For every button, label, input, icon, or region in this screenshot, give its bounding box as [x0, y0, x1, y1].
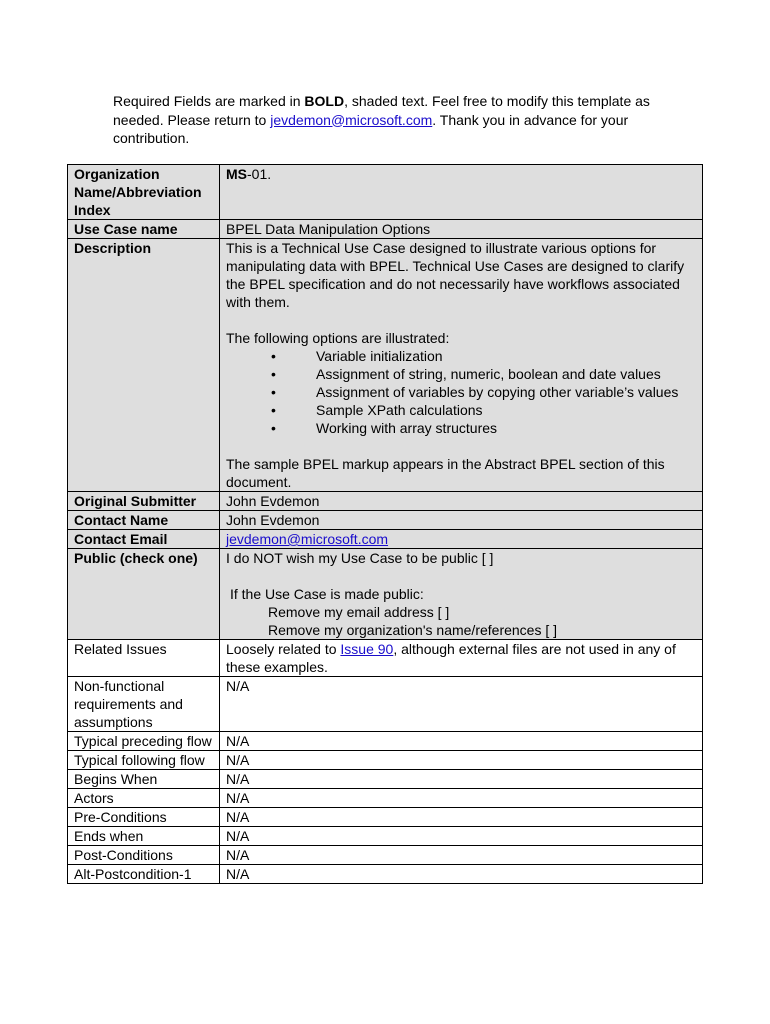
- row-public: [68, 549, 703, 640]
- following-flow-value: N/A: [220, 751, 703, 770]
- bullet-glyph: •: [271, 402, 276, 418]
- organization-label: Organization Name/Abbreviation Index: [68, 165, 220, 220]
- ends-when-value: N/A: [220, 827, 703, 846]
- description-label: Description: [68, 239, 220, 492]
- actors-label: Actors: [68, 789, 220, 808]
- row-begins-when: [68, 770, 703, 789]
- bullet-text: Sample XPath calculations: [316, 402, 483, 418]
- public-line-4: Remove my organization's name/references [ ]: [268, 622, 558, 638]
- intro-text-3: . Thank you in advance for your contribution.: [113, 111, 629, 146]
- bullet-glyph: •: [271, 384, 276, 400]
- row-description: [68, 239, 703, 492]
- description-value: [220, 239, 703, 492]
- ends-when-label: Ends when: [68, 827, 220, 846]
- begins-when-value: N/A: [220, 770, 703, 789]
- row-contact-name: [68, 511, 703, 530]
- bullet-text: Variable initialization: [316, 348, 443, 364]
- organization-value-bold: MS: [226, 166, 247, 182]
- use-case-name-label: Use Case name: [68, 220, 220, 239]
- contact-email-cell: [220, 530, 703, 549]
- related-issues-pre: Loosely related to: [226, 641, 341, 657]
- row-typical-preceding-flow: [68, 732, 703, 751]
- public-line-1: I do NOT wish my Use Case to be public [ ]: [226, 550, 494, 566]
- bullet-text: Working with array structures: [316, 420, 498, 436]
- pre-conditions-label: Pre-Conditions: [68, 808, 220, 827]
- post-conditions-value: N/A: [220, 846, 703, 865]
- intro-text-1: Required Fields are marked in: [113, 93, 305, 109]
- use-case-table: [67, 164, 703, 884]
- bullet-item: [226, 401, 696, 419]
- alt-postcondition-label: Alt-Postcondition-1: [68, 865, 220, 884]
- following-flow-label: Typical following flow: [68, 751, 220, 770]
- intro-paragraph: [113, 92, 673, 148]
- public-label: Public (check one): [68, 549, 220, 640]
- intro-text-2: , shaded text. Feel free to modify this template as needed. Please return to: [113, 93, 650, 128]
- row-contact-email: [68, 530, 703, 549]
- contact-name-label: Contact Name: [68, 511, 220, 530]
- bullet-item: [226, 347, 696, 365]
- row-ends-when: [68, 827, 703, 846]
- contact-email-label: Contact Email: [68, 530, 220, 549]
- bullet-glyph: •: [271, 366, 276, 382]
- row-pre-conditions: [68, 808, 703, 827]
- public-value: [220, 549, 703, 640]
- row-original-submitter: [68, 492, 703, 511]
- alt-postcondition-value: N/A: [220, 865, 703, 884]
- row-use-case-name: [68, 220, 703, 239]
- row-organization: [68, 165, 703, 220]
- public-line-2: If the Use Case is made public:: [230, 586, 424, 602]
- preceding-flow-value: N/A: [220, 732, 703, 751]
- contact-email-link[interactable]: jevdemon@microsoft.com: [226, 531, 389, 547]
- original-submitter-value: John Evdemon: [220, 492, 703, 511]
- row-alt-postcondition-1: [68, 865, 703, 884]
- intro-email-link[interactable]: jevdemon@microsoft.com: [270, 111, 433, 128]
- original-submitter-label: Original Submitter: [68, 492, 220, 511]
- related-issues-label: Related Issues: [68, 640, 220, 677]
- related-issues-value: [220, 640, 703, 677]
- issue-90-link[interactable]: Issue 90: [340, 641, 394, 657]
- use-case-name-value: BPEL Data Manipulation Options: [220, 220, 703, 239]
- row-related-issues: [68, 640, 703, 677]
- preceding-flow-label: Typical preceding flow: [68, 732, 220, 751]
- row-non-functional: [68, 677, 703, 732]
- description-para-3: The sample BPEL markup appears in the Abstract BPEL section of this document.: [226, 456, 665, 490]
- public-line-3: Remove my email address [ ]: [268, 604, 450, 620]
- post-conditions-label: Post-Conditions: [68, 846, 220, 865]
- intro-bold-word: BOLD: [304, 93, 345, 109]
- begins-when-label: Begins When: [68, 770, 220, 789]
- contact-name-value: John Evdemon: [220, 511, 703, 530]
- non-functional-label: Non-functional requirements and assumptions: [68, 677, 220, 732]
- description-para-2: The following options are illustrated:: [226, 330, 450, 346]
- organization-value-rest: -01.: [247, 166, 272, 182]
- pre-conditions-value: N/A: [220, 808, 703, 827]
- organization-value: [220, 165, 703, 220]
- bullet-glyph: •: [271, 420, 276, 436]
- bullet-text: Assignment of variables by copying other variable’s values: [316, 384, 679, 400]
- row-actors: [68, 789, 703, 808]
- bullet-item: [226, 365, 696, 383]
- bullet-item: [226, 419, 696, 437]
- bullet-item: [226, 383, 696, 401]
- row-typical-following-flow: [68, 751, 703, 770]
- non-functional-value: N/A: [220, 677, 703, 732]
- related-issues-post: , although external files are not used in any of these examples.: [226, 641, 676, 675]
- bullet-text: Assignment of string, numeric, boolean and date values: [316, 366, 661, 382]
- actors-value: N/A: [220, 789, 703, 808]
- description-para-1: This is a Technical Use Case designed to illustrate various options for manipulating data with BPEL. Technical Use Cases are designed to clarify the BPEL specification and do not necessarily have workflows associated with them.: [226, 240, 685, 310]
- row-post-conditions: [68, 846, 703, 865]
- bullet-glyph: •: [271, 348, 276, 364]
